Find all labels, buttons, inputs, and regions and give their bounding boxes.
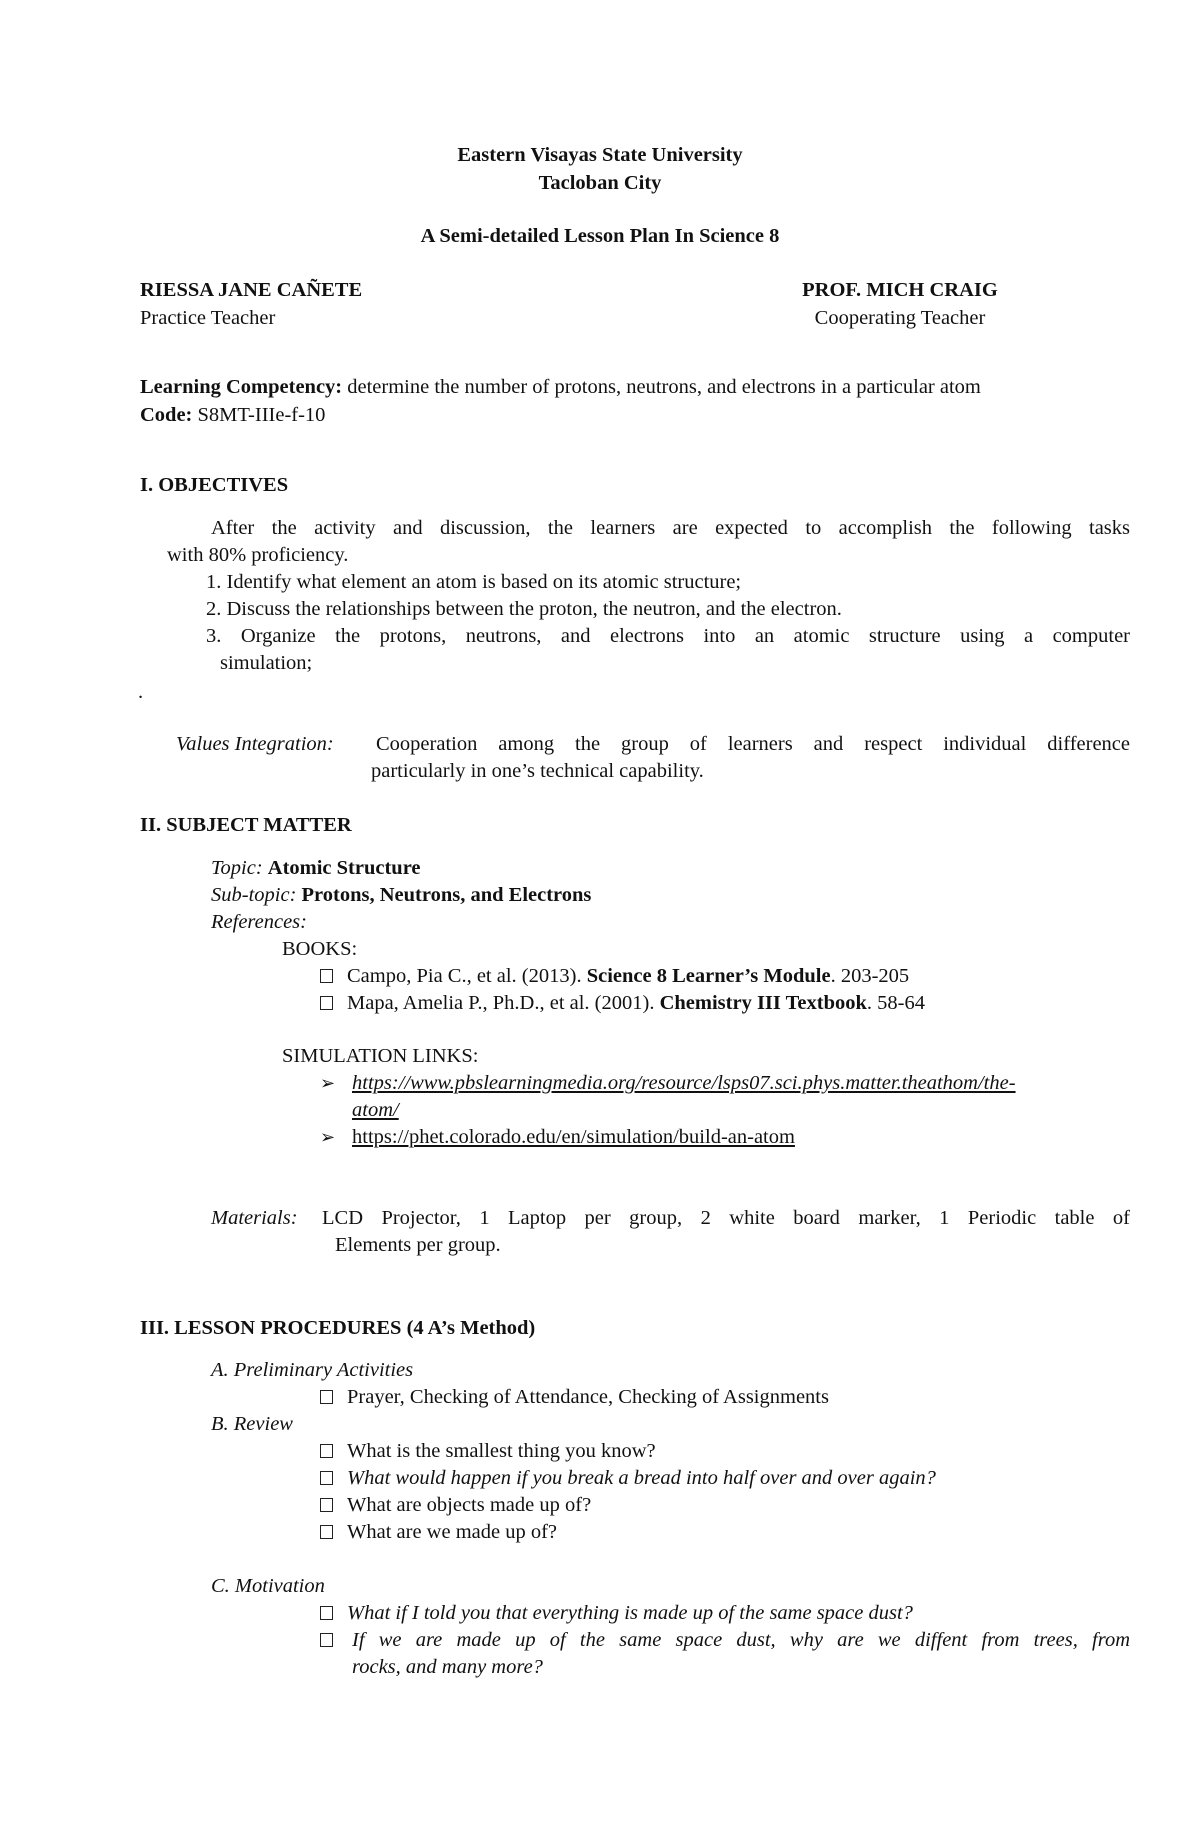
simulation-links-label: SIMULATION LINKS: (282, 1045, 479, 1067)
list-item-text: What would happen if you break a bread into half over and over again? (347, 1467, 936, 1489)
subtopic-value: Protons, Neutrons, and Electrons (301, 884, 592, 906)
materials-label: Materials: (211, 1207, 298, 1229)
competency-label: Learning Competency: (140, 376, 343, 398)
topic (211, 856, 421, 880)
materials-line-2: Elements per group. (335, 1234, 501, 1256)
book-reference (320, 964, 909, 988)
list-item-text: What is the smallest thing you know? (347, 1440, 656, 1462)
cooperating-teacher-role: Cooperating Teacher (814, 307, 986, 329)
values-text-line-2: particularly in one’s technical capability. (371, 760, 704, 782)
list-item-text: If we are made up of the same space dust, why are we diffent from trees, from (352, 1629, 1130, 1651)
list-item-text: Prayer, Checking of Attendance, Checking of Assignments (347, 1386, 829, 1408)
book-authors: Mapa, Amelia P., Ph.D., et al. (2001). (347, 992, 655, 1014)
subtopic (211, 883, 591, 907)
simulation-link-phet[interactable]: https://phet.colorado.edu/en/simulation/build-an-atom (352, 1126, 795, 1148)
university-name: Eastern Visayas State University (457, 144, 743, 166)
competency-code (140, 403, 325, 427)
list-item-text: What are we made up of? (347, 1521, 558, 1543)
objectives-intro-line-1: After the activity and discussion, the learners are expected to accomplish the following tasks (211, 517, 1130, 539)
checkbox-icon (320, 969, 333, 983)
references-label: References: (211, 911, 307, 933)
book-pages: . 203-205 (830, 965, 910, 987)
objectives-heading: I. OBJECTIVES (140, 474, 289, 496)
motivation-label: C. Motivation (211, 1575, 325, 1597)
simulation-link-pbs-continued[interactable]: atom/ (352, 1099, 399, 1121)
checkbox-icon (320, 996, 333, 1010)
checkbox-icon (320, 1471, 333, 1485)
city-name: Tacloban City (538, 172, 662, 194)
values-text-line-1: Cooperation among the group of learners and respect individual difference (376, 733, 1130, 755)
subject-matter-heading: II. SUBJECT MATTER (140, 814, 352, 836)
document-title: A Semi-detailed Lesson Plan In Science 8 (420, 225, 780, 247)
checkbox-icon (320, 1444, 333, 1458)
list-item (320, 1493, 591, 1517)
procedures-heading: III. LESSON PROCEDURES (4 A’s Method) (140, 1317, 536, 1339)
list-item-text: What are objects made up of? (347, 1494, 592, 1516)
objective-item: 2. Discuss the relationships between the proton, the neutron, and the electron. (206, 598, 842, 620)
checkbox-icon (320, 1606, 333, 1620)
book-title: Chemistry III Textbook (659, 992, 867, 1014)
code-label: Code: (140, 404, 193, 426)
topic-value: Atomic Structure (267, 857, 421, 879)
list-item (320, 1385, 829, 1409)
preliminary-activities-label: A. Preliminary Activities (211, 1359, 414, 1381)
code-value: S8MT-IIIe-f-10 (197, 404, 326, 426)
book-pages: . 58-64 (866, 992, 925, 1014)
simulation-link-item (320, 1071, 1016, 1095)
topic-label: Topic: (211, 857, 263, 879)
arrow-bullet-icon: ➢ (320, 1073, 336, 1093)
list-item (320, 1520, 557, 1544)
list-item (320, 1466, 936, 1490)
objectives-intro-line-2: with 80% proficiency. (167, 544, 349, 566)
checkbox-icon (320, 1633, 333, 1647)
simulation-link-item (320, 1125, 795, 1149)
competency-text: determine the number of protons, neutrons, and electrons in a particular atom (347, 376, 981, 398)
book-reference (320, 991, 925, 1015)
list-item (320, 1601, 913, 1625)
materials-line-1: LCD Projector, 1 Laptop per group, 2 white board marker, 1 Periodic table of (322, 1207, 1130, 1229)
practice-teacher-role: Practice Teacher (140, 307, 276, 329)
objective-item: 3. Organize the protons, neutrons, and electrons into an atomic structure using a computer (206, 625, 1130, 647)
list-item-text: What if I told you that everything is made up of the same space dust? (347, 1602, 913, 1624)
arrow-bullet-icon: ➢ (320, 1127, 336, 1147)
list-item-text-continued: rocks, and many more? (352, 1656, 543, 1678)
book-title: Science 8 Learner’s Module (586, 965, 831, 987)
learning-competency (140, 375, 981, 399)
practice-teacher-name: RIESSA JANE CAÑETE (140, 279, 363, 301)
checkbox-icon (320, 1525, 333, 1539)
books-label: BOOKS: (282, 938, 358, 960)
list-item (320, 1439, 656, 1463)
review-label: B. Review (211, 1413, 293, 1435)
subtopic-label: Sub-topic: (211, 884, 297, 906)
checkbox-icon (320, 1498, 333, 1512)
stray-dot: . (138, 681, 144, 703)
objective-item: 1. Identify what element an atom is based on its atomic structure; (206, 571, 742, 593)
checkbox-icon (320, 1390, 333, 1404)
cooperating-teacher-name: PROF. MICH CRAIG (802, 279, 998, 301)
objective-item-continued: simulation; (220, 652, 313, 674)
simulation-link-pbs[interactable]: https://www.pbslearningmedia.org/resource/lsps07.sci.phys.matter.theathom/the- (352, 1072, 1016, 1094)
book-authors: Campo, Pia C., et al. (2013). (347, 965, 582, 987)
values-label: Values Integration: (176, 733, 334, 755)
